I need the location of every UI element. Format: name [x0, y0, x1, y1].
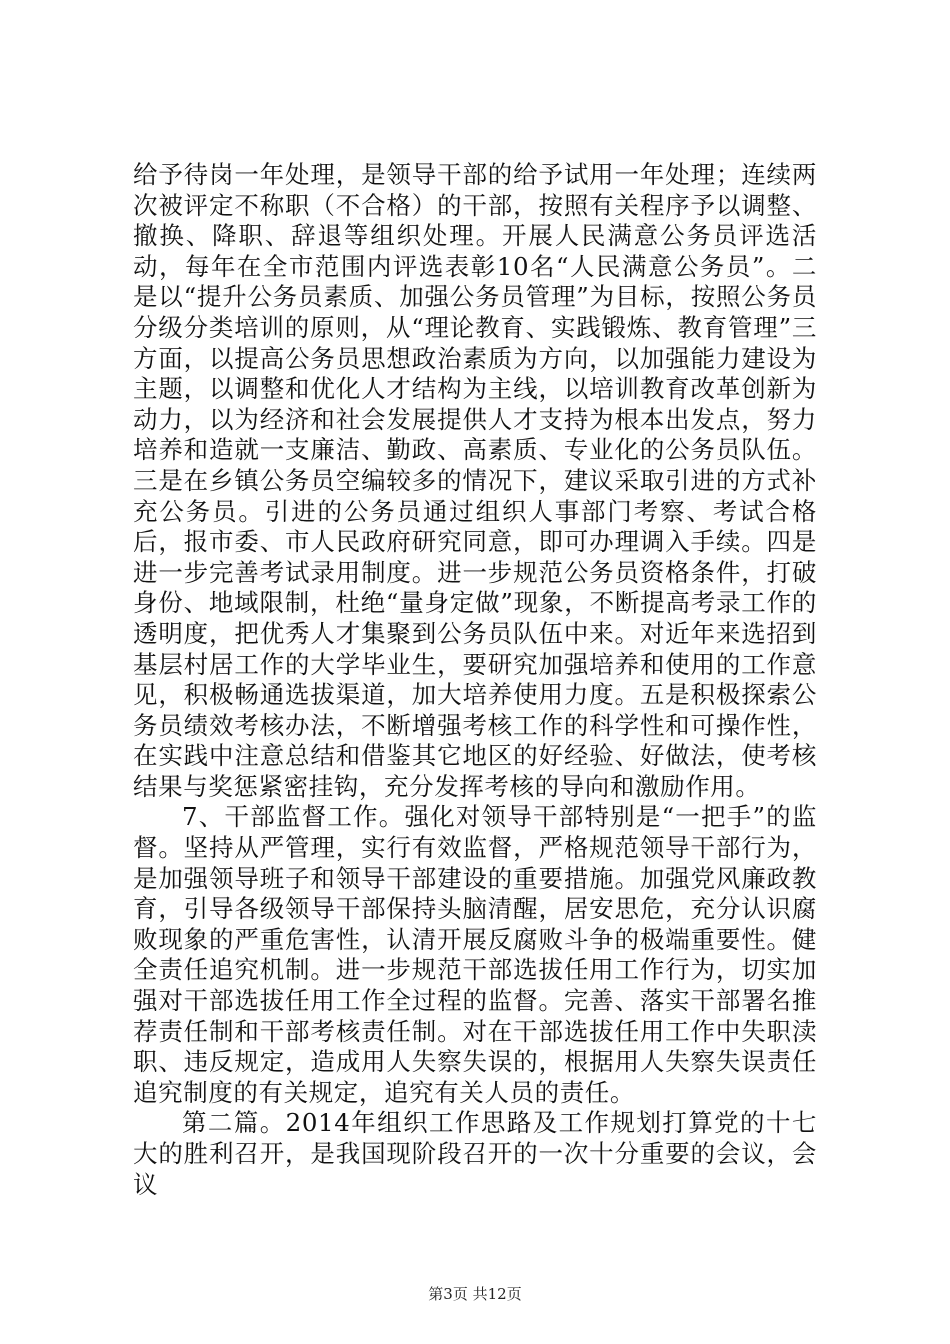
- paragraph-3: 第二篇。2014年组织工作思路及工作规划打算党的十七大的胜利召开，是我国现阶段召开的一次十分重要的会议，会议: [133, 1108, 817, 1199]
- paragraph-1: 给予待岗一年处理，是领导干部的给予试用一年处理；连续两次被评定不称职（不合格）的干部，按照有关程序予以调整、撤换、降职、辞退等组织处理。开展人民满意公务员评选活动，每年在全市范围内评选表彰10名“人民满意公务员”。二是以“提升公务员素质、加强公务员管理”为目标，按照公务员分级分类培训的原则，从“理论教育、实践锻炼、教育管理”三方面，以提高公务员思想政治素质为方向，以加强能力建设为主题，以调整和优化人才结构为主线，以培训教育改革创新为动力，以为经济和社会发展提供人才支持为根本出发点，努力培养和造就一支廉洁、勤政、高素质、专业化的公务员队伍。三是在乡镇公务员空编较多的情况下，建议采取引进的方式补充公务员。引进的公务员通过组织人事部门考察、考试合格后，报市委、市人民政府研究同意，即可办理调入手续。四是进一步完善考试录用制度。进一步规范公务员资格条件，打破身份、地域限制，杜绝“量身定做”现象，不断提高考录工作的透明度，把优秀人才集聚到公务员队伍中来。对近年来选招到基层村居工作的大学毕业生，要研究加强培养和使用的工作意见，积极畅通选拔渠道，加大培养使用力度。五是积极探索公务员绩效考核办法，不断增强考核工作的科学性和可操作性，在实践中注意总结和借鉴其它地区的好经验、好做法，使考核结果与奖惩紧密挂钩，充分发挥考核的导向和激励作用。: [133, 160, 817, 801]
- page-footer: [0, 1284, 950, 1304]
- paragraph-2: 7、干部监督工作。强化对领导干部特别是“一把手”的监督。坚持从严管理，实行有效监督，严格规范领导干部行为，是加强领导班子和领导干部建设的重要措施。加强党风廉政教育，引导各级领导干部保持头脑清醒，居安思危，充分认识腐败现象的严重危害性，认清开展反腐败斗争的极端重要性。健全责任追究机制。进一步规范干部选拔任用工作行为，切实加强对干部选拔任用工作全过程的监督。完善、落实干部署名推荐责任制和干部考核责任制。对在干部选拔任用工作中失职渎职、违反规定，造成用人失察失误的，根据用人失察失误责任追究制度的有关规定，追究有关人员的责任。: [133, 802, 817, 1107]
- document-body: [133, 160, 817, 1200]
- page-number-label: 第3页 共12页: [428, 1285, 522, 1303]
